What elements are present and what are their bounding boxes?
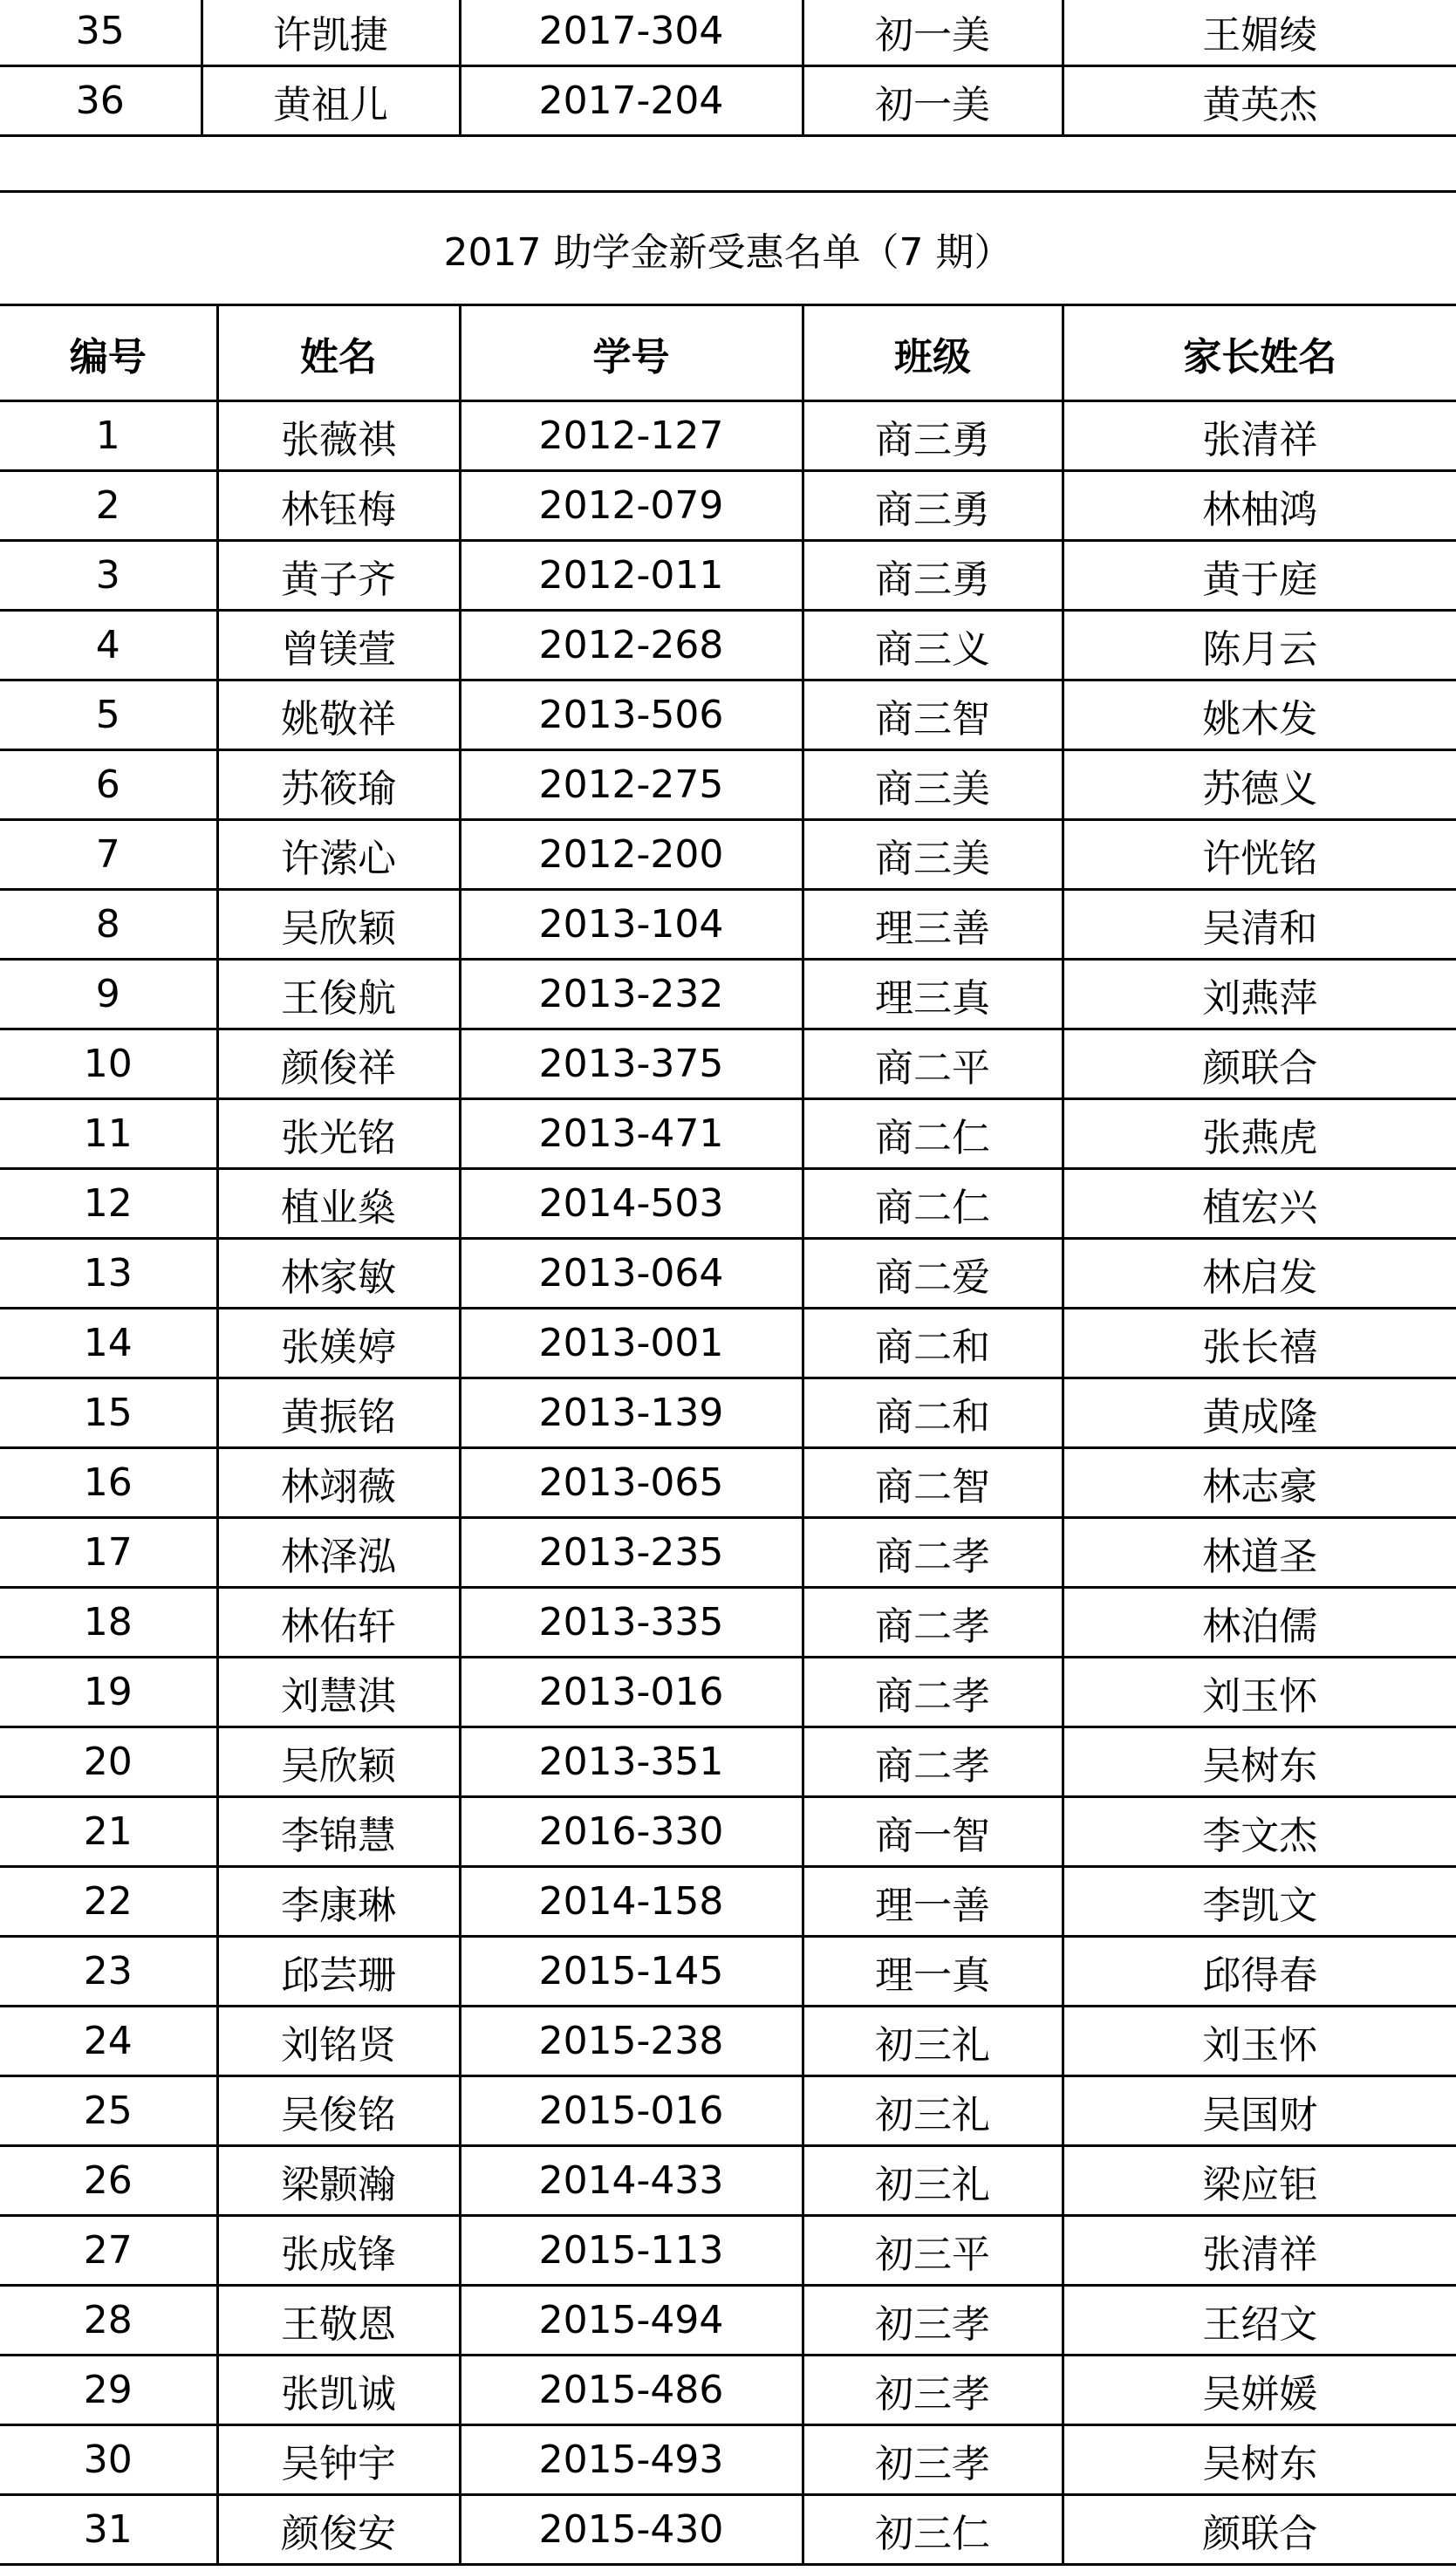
cell-name: 黄子齐 <box>217 541 460 611</box>
cell-student-id: 2012-127 <box>460 401 803 471</box>
cell-student-id: 2017-304 <box>460 0 803 66</box>
table-row <box>0 1658 1456 1727</box>
cell-student-id: 2016-330 <box>460 1797 803 1867</box>
table-row <box>0 820 1456 890</box>
cell-parent-name: 张燕虎 <box>1063 1099 1456 1169</box>
cell-student-id: 2013-335 <box>460 1588 803 1658</box>
cell-class: 商二孝 <box>803 1658 1063 1727</box>
cell-student-id: 2015-016 <box>460 2076 803 2146</box>
cell-parent-name: 林柚鸿 <box>1063 471 1456 541</box>
cell-number: 7 <box>0 820 217 890</box>
cell-class: 商二智 <box>803 1448 1063 1518</box>
cell-name: 林翊薇 <box>217 1448 460 1518</box>
cell-class: 商二和 <box>803 1309 1063 1378</box>
cell-student-id: 2013-471 <box>460 1099 803 1169</box>
table-row <box>0 471 1456 541</box>
cell-student-id: 2012-200 <box>460 820 803 890</box>
table-row <box>0 2076 1456 2146</box>
table-row <box>0 1797 1456 1867</box>
cell-parent-name: 颜联合 <box>1063 2495 1456 2565</box>
header-name: 姓名 <box>217 305 460 401</box>
cell-parent-name: 植宏兴 <box>1063 1169 1456 1239</box>
table-row <box>0 1518 1456 1588</box>
cell-student-id: 2014-158 <box>460 1867 803 1937</box>
cell-parent-name: 吴树东 <box>1063 2425 1456 2495</box>
cell-name: 曾镁萱 <box>217 611 460 680</box>
table-row <box>0 750 1456 820</box>
cell-name: 张光铭 <box>217 1099 460 1169</box>
cell-class: 商三勇 <box>803 401 1063 471</box>
cell-number: 4 <box>0 611 217 680</box>
cell-class: 初三礼 <box>803 2076 1063 2146</box>
header-row <box>0 305 1456 401</box>
table-row <box>0 1309 1456 1378</box>
previous-table-continuation <box>0 0 1456 137</box>
cell-number: 8 <box>0 890 217 960</box>
cell-name: 许潆心 <box>217 820 460 890</box>
cell-number: 22 <box>0 1867 217 1937</box>
cell-parent-name: 黄英杰 <box>1063 66 1456 136</box>
cell-class: 商二爱 <box>803 1239 1063 1309</box>
cell-class: 商一智 <box>803 1797 1063 1867</box>
cell-number: 36 <box>0 66 202 136</box>
table-row <box>0 680 1456 750</box>
cell-name: 苏筱瑜 <box>217 750 460 820</box>
table-row <box>0 1727 1456 1797</box>
cell-number: 6 <box>0 750 217 820</box>
cell-parent-name: 黄成隆 <box>1063 1378 1456 1448</box>
cell-number: 19 <box>0 1658 217 1727</box>
table-row <box>0 1239 1456 1309</box>
cell-parent-name: 王绍文 <box>1063 2286 1456 2356</box>
cell-number: 12 <box>0 1169 217 1239</box>
cell-name: 梁颢瀚 <box>217 2146 460 2216</box>
cell-number: 3 <box>0 541 217 611</box>
table-row <box>0 611 1456 680</box>
cell-class: 初三孝 <box>803 2425 1063 2495</box>
cell-student-id: 2015-113 <box>460 2216 803 2286</box>
cell-name: 黄祖儿 <box>202 66 460 136</box>
cell-class: 初一美 <box>803 0 1063 66</box>
table-row <box>0 1867 1456 1937</box>
cell-name: 张成锋 <box>217 2216 460 2286</box>
cell-parent-name: 林启发 <box>1063 1239 1456 1309</box>
cell-class: 初三仁 <box>803 2495 1063 2565</box>
cell-class: 商二孝 <box>803 1518 1063 1588</box>
cell-name: 林钰梅 <box>217 471 460 541</box>
cell-name: 李康琳 <box>217 1867 460 1937</box>
table-row <box>0 1029 1456 1099</box>
cell-parent-name: 姚木发 <box>1063 680 1456 750</box>
cell-number: 13 <box>0 1239 217 1309</box>
cell-name: 吴钟宇 <box>217 2425 460 2495</box>
cell-number: 18 <box>0 1588 217 1658</box>
table-row <box>0 2286 1456 2356</box>
cell-number: 17 <box>0 1518 217 1588</box>
cell-student-id: 2013-139 <box>460 1378 803 1448</box>
cell-class: 初一美 <box>803 66 1063 136</box>
cell-class: 商二仁 <box>803 1169 1063 1239</box>
cell-number: 5 <box>0 680 217 750</box>
cell-parent-name: 吴树东 <box>1063 1727 1456 1797</box>
cell-name: 刘慧淇 <box>217 1658 460 1727</box>
cell-student-id: 2015-486 <box>460 2356 803 2425</box>
table-row <box>0 0 1456 66</box>
cell-number: 26 <box>0 2146 217 2216</box>
cell-number: 30 <box>0 2425 217 2495</box>
cell-student-id: 2013-232 <box>460 960 803 1029</box>
cell-student-id: 2013-001 <box>460 1309 803 1378</box>
table-row <box>0 2216 1456 2286</box>
cell-number: 20 <box>0 1727 217 1797</box>
cell-number: 10 <box>0 1029 217 1099</box>
cell-number: 31 <box>0 2495 217 2565</box>
table-row <box>0 66 1456 136</box>
cell-student-id: 2014-433 <box>460 2146 803 2216</box>
cell-parent-name: 陈月云 <box>1063 611 1456 680</box>
cell-class: 理三善 <box>803 890 1063 960</box>
title-row <box>0 192 1456 305</box>
table-row <box>0 541 1456 611</box>
cell-parent-name: 颜联合 <box>1063 1029 1456 1099</box>
cell-parent-name: 黄于庭 <box>1063 541 1456 611</box>
cell-class: 理三真 <box>803 960 1063 1029</box>
cell-name: 张媄婷 <box>217 1309 460 1378</box>
cell-class: 初三孝 <box>803 2356 1063 2425</box>
cell-number: 21 <box>0 1797 217 1867</box>
cell-student-id: 2013-375 <box>460 1029 803 1099</box>
table-row <box>0 2146 1456 2216</box>
cell-class: 商三勇 <box>803 471 1063 541</box>
cell-number: 9 <box>0 960 217 1029</box>
cell-class: 商二孝 <box>803 1588 1063 1658</box>
table-row <box>0 2495 1456 2565</box>
cell-number: 27 <box>0 2216 217 2286</box>
cell-class: 理一善 <box>803 1867 1063 1937</box>
cell-class: 商二平 <box>803 1029 1063 1099</box>
cell-student-id: 2012-268 <box>460 611 803 680</box>
cell-student-id: 2013-351 <box>460 1727 803 1797</box>
cell-name: 王敬恩 <box>217 2286 460 2356</box>
table-row <box>0 1169 1456 1239</box>
cell-parent-name: 林志豪 <box>1063 1448 1456 1518</box>
table-row <box>0 1448 1456 1518</box>
cell-number: 11 <box>0 1099 217 1169</box>
header-number: 编号 <box>0 305 217 401</box>
cell-number: 25 <box>0 2076 217 2146</box>
cell-student-id: 2015-430 <box>460 2495 803 2565</box>
cell-student-id: 2015-493 <box>460 2425 803 2495</box>
table-row <box>0 1378 1456 1448</box>
cell-parent-name: 吴国财 <box>1063 2076 1456 2146</box>
cell-number: 29 <box>0 2356 217 2425</box>
header-student-id: 学号 <box>460 305 803 401</box>
cell-name: 吴俊铭 <box>217 2076 460 2146</box>
cell-parent-name: 吴清和 <box>1063 890 1456 960</box>
cell-student-id: 2015-238 <box>460 2007 803 2076</box>
cell-student-id: 2013-016 <box>460 1658 803 1727</box>
cell-parent-name: 刘玉怀 <box>1063 2007 1456 2076</box>
cell-name: 李锦慧 <box>217 1797 460 1867</box>
cell-name: 吴欣颖 <box>217 890 460 960</box>
cell-name: 刘铭贤 <box>217 2007 460 2076</box>
cell-parent-name: 李文杰 <box>1063 1797 1456 1867</box>
cell-name: 王俊航 <box>217 960 460 1029</box>
cell-number: 1 <box>0 401 217 471</box>
cell-class: 商三智 <box>803 680 1063 750</box>
cell-name: 许凯捷 <box>202 0 460 66</box>
cell-name: 林泽泓 <box>217 1518 460 1588</box>
cell-student-id: 2012-011 <box>460 541 803 611</box>
table-row <box>0 890 1456 960</box>
cell-parent-name: 王媚绫 <box>1063 0 1456 66</box>
cell-class: 商三美 <box>803 750 1063 820</box>
cell-student-id: 2013-065 <box>460 1448 803 1518</box>
table-row <box>0 960 1456 1029</box>
cell-parent-name: 吴姘媛 <box>1063 2356 1456 2425</box>
cell-student-id: 2015-145 <box>460 1937 803 2007</box>
cell-student-id: 2013-104 <box>460 890 803 960</box>
table-row <box>0 2007 1456 2076</box>
cell-parent-name: 张长禧 <box>1063 1309 1456 1378</box>
cell-name: 林佑轩 <box>217 1588 460 1658</box>
cell-number: 23 <box>0 1937 217 2007</box>
cell-class: 初三礼 <box>803 2146 1063 2216</box>
table-title: 2017 助学金新受惠名单（7 期） <box>0 192 1456 305</box>
cell-class: 商二和 <box>803 1378 1063 1448</box>
cell-student-id: 2015-494 <box>460 2286 803 2356</box>
cell-parent-name: 林泊儒 <box>1063 1588 1456 1658</box>
cell-student-id: 2014-503 <box>460 1169 803 1239</box>
cell-number: 16 <box>0 1448 217 1518</box>
table-row <box>0 2356 1456 2425</box>
cell-class: 商二孝 <box>803 1727 1063 1797</box>
cell-number: 28 <box>0 2286 217 2356</box>
cell-number: 35 <box>0 0 202 66</box>
cell-name: 植业燊 <box>217 1169 460 1239</box>
cell-name: 张凯诚 <box>217 2356 460 2425</box>
cell-class: 商三义 <box>803 611 1063 680</box>
table-body <box>0 401 1456 2565</box>
cell-name: 吴欣颖 <box>217 1727 460 1797</box>
cell-name: 邱芸珊 <box>217 1937 460 2007</box>
cell-parent-name: 李凯文 <box>1063 1867 1456 1937</box>
cell-name: 姚敬祥 <box>217 680 460 750</box>
cell-parent-name: 张清祥 <box>1063 401 1456 471</box>
cell-class: 商三勇 <box>803 541 1063 611</box>
cell-parent-name: 许恍铭 <box>1063 820 1456 890</box>
cell-number: 14 <box>0 1309 217 1378</box>
cell-class: 初三平 <box>803 2216 1063 2286</box>
table-row <box>0 1937 1456 2007</box>
table-row <box>0 1099 1456 1169</box>
cell-parent-name: 邱得春 <box>1063 1937 1456 2007</box>
cell-number: 24 <box>0 2007 217 2076</box>
cell-name: 林家敏 <box>217 1239 460 1309</box>
cell-parent-name: 刘玉怀 <box>1063 1658 1456 1727</box>
cell-number: 15 <box>0 1378 217 1448</box>
cell-student-id: 2013-064 <box>460 1239 803 1309</box>
cell-name: 颜俊祥 <box>217 1029 460 1099</box>
cell-class: 商三美 <box>803 820 1063 890</box>
cell-student-id: 2012-079 <box>460 471 803 541</box>
cell-student-id: 2013-235 <box>460 1518 803 1588</box>
cell-class: 初三礼 <box>803 2007 1063 2076</box>
cell-number: 2 <box>0 471 217 541</box>
cell-parent-name: 梁应钜 <box>1063 2146 1456 2216</box>
cell-student-id: 2017-204 <box>460 66 803 136</box>
cell-student-id: 2013-506 <box>460 680 803 750</box>
table-row <box>0 1588 1456 1658</box>
header-class: 班级 <box>803 305 1063 401</box>
cell-parent-name: 刘燕萍 <box>1063 960 1456 1029</box>
cell-student-id: 2012-275 <box>460 750 803 820</box>
table-row <box>0 2425 1456 2495</box>
cell-name: 颜俊安 <box>217 2495 460 2565</box>
cell-class: 商二仁 <box>803 1099 1063 1169</box>
previous-table-body <box>0 0 1456 136</box>
table-row <box>0 401 1456 471</box>
cell-parent-name: 张清祥 <box>1063 2216 1456 2286</box>
cell-class: 理一真 <box>803 1937 1063 2007</box>
cell-name: 张薇祺 <box>217 401 460 471</box>
header-parent-name: 家长姓名 <box>1063 305 1456 401</box>
scholarship-recipients-table <box>0 190 1456 2566</box>
cell-name: 黄振铭 <box>217 1378 460 1448</box>
cell-class: 初三孝 <box>803 2286 1063 2356</box>
cell-parent-name: 苏德义 <box>1063 750 1456 820</box>
cell-parent-name: 林道圣 <box>1063 1518 1456 1588</box>
